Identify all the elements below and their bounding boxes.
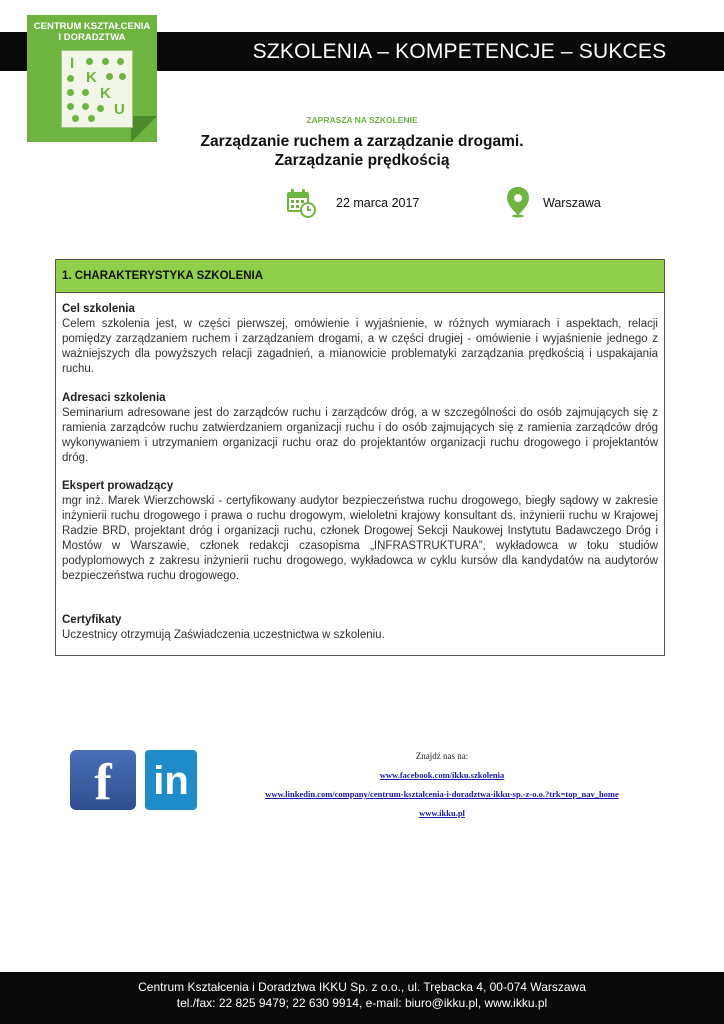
goal-block xyxy=(62,302,658,377)
map-pin-icon xyxy=(506,186,530,218)
logo-dot xyxy=(102,58,109,65)
logo-letter: U xyxy=(114,101,125,118)
logo-dot xyxy=(67,103,74,110)
title-line2: Zarządzanie prędkością xyxy=(274,152,450,169)
footer-contact: tel./fax: 22 825 9479; 22 630 9914, e-mail: biuro@ikku.pl, www.ikku.pl xyxy=(176,996,548,1010)
facebook-icon[interactable]: f xyxy=(70,750,136,810)
footer-address: Centrum Kształcenia i Doradztwa IKKU Sp. z o.o., ul. Trębacka 4, 00-074 Warszawa xyxy=(138,980,586,994)
logo-letter: I xyxy=(70,55,75,72)
logo-dot xyxy=(106,73,113,80)
logo-line1: CENTRUM KSZTAŁCENIA xyxy=(33,21,151,32)
certificates-text: Uczestnicy otrzymują Zaświadczenia uczestnictwa w szkoleniu. xyxy=(62,629,385,641)
expert-block xyxy=(62,479,658,584)
logo-letter: K xyxy=(86,69,97,86)
facebook-link[interactable]: www.facebook.com/ikku.szkolenia xyxy=(379,770,505,780)
logo-dot xyxy=(82,89,89,96)
calendar-icon xyxy=(286,188,316,218)
audience-heading: Adresaci szkolenia xyxy=(62,392,166,404)
logo-dot xyxy=(67,75,74,82)
training-characteristics xyxy=(55,259,665,656)
logo-dot xyxy=(117,58,124,65)
section-header xyxy=(56,260,664,293)
website-link[interactable]: www.ikku.pl xyxy=(419,808,465,818)
logo-dot xyxy=(119,73,126,80)
title-line1: Zarządzanie ruchem a zarządzanie drogami. xyxy=(200,133,524,150)
logo-dot xyxy=(82,103,89,110)
logo-dot xyxy=(97,105,104,112)
goal-text: Celem szkolenia jest, w części pierwszej, omówienie i wyjaśnienie, w różnych wymiarach i aspektach, relacji pomiędzy zarządzaniem ruchem i zarządzaniem drogami, a w części drugiej - omówienie i wyjaśnienie jednego z ważniejszych dla powyższych relacji zagadnień, a mianowicie problematyki zarządzania prędkością i uspakajania ruchu. xyxy=(62,318,658,375)
certificates-block xyxy=(62,613,658,643)
linkedin-link[interactable]: www.linkedin.com/company/centrum-kształcenia-i-doradztwa-ikku-sp.-z-o.o.?trk=top_nav_home xyxy=(265,789,619,799)
logo-letter: K xyxy=(100,85,111,102)
training-title xyxy=(0,132,724,170)
footer xyxy=(0,972,724,1024)
linkedin-icon[interactable]: in xyxy=(145,750,197,810)
expert-heading: Ekspert prowadzący xyxy=(62,480,174,492)
logo-line2: I DORADZTWA xyxy=(58,32,126,43)
section-title: 1. CHARAKTERYSTYKA SZKOLENIA xyxy=(62,270,264,282)
event-city: Warszawa xyxy=(543,196,601,210)
expert-text: mgr inż. Marek Wierzchowski - certyfikowany audytor bezpieczeństwa ruchu drogowego, biegły sądowy w zakresie inżynierii ruchu drogowego i prawa o ruchu drogowym, wieloletni krajowy konsultant ds. inżynierii ruchu w Krajowej Radzie BRD, projektant dróg i organizacji ruchu, członek Drogowej Sekcji Naukowej Instytutu Badawczego Dróg i Mostów w Warszawie, członek redakcji czasopisma „INFRASTRUKTURA”, wykładowca w toku studiów podyplomowych z zakresu inżynierii ruchu drogowego, wykładowca w cyklu kursów dla kandydatów na audytorów bezpieczeństwa ruchu drogowego. xyxy=(62,495,658,582)
tagline: SZKOLENIA – KOMPETENCJE – SUKCES xyxy=(252,40,667,63)
logo-dot xyxy=(67,89,74,96)
audience-text: Seminarium adresowane jest do zarządców ruchu i zarządców dróg, a w szczególności do osób zajmujących się z ramienia zarządców ruchu zatwierdzaniem organizacji ruchu i do osób zajmujących się z ramienia zarządców dróg wykonywaniem i utrzymaniem organizacji ruchu oraz do projektantów organizacji ruchu drogowego i projektantów dróg. xyxy=(62,407,658,464)
find-us-label: Znajdź nas na: xyxy=(415,751,469,761)
logo-text xyxy=(27,21,157,43)
goal-heading: Cel szkolenia xyxy=(62,303,135,315)
logo-dot xyxy=(86,58,93,65)
invite-label: ZAPRASZA NA SZKOLENIE xyxy=(306,115,418,125)
audience-block xyxy=(62,391,658,466)
event-date: 22 marca 2017 xyxy=(336,196,420,210)
certificates-heading: Certyfikaty xyxy=(62,614,122,626)
